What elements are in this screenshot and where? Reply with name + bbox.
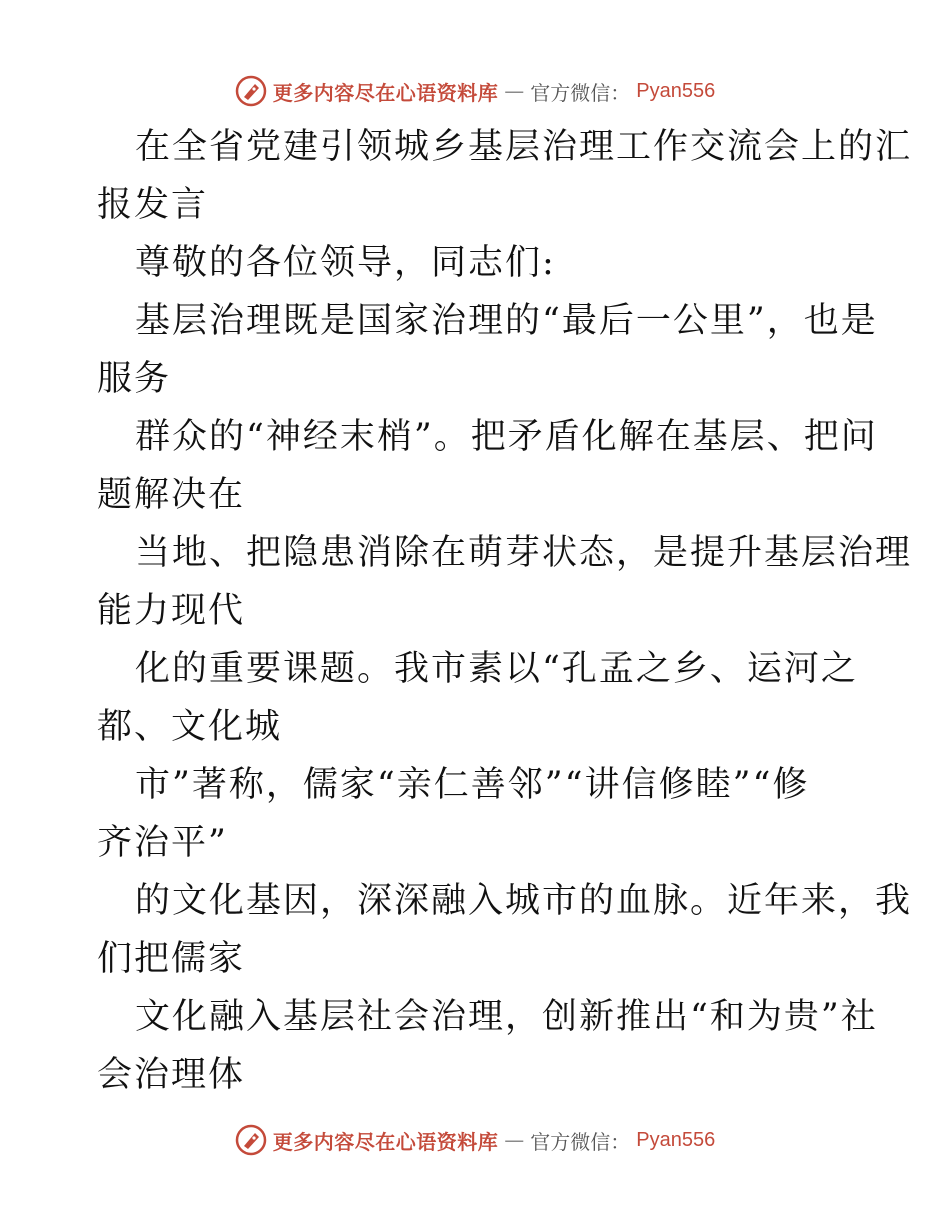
paragraph-line: 当地、把隐患消除在萌芽状态，是提升基层治理 (135, 533, 913, 573)
watermark-separator: — (504, 1128, 525, 1152)
watermark-separator: — (504, 79, 525, 103)
paragraph-line: 群众的“神经末梢”。把矛盾化解在基层、把问 (135, 417, 878, 457)
title-line-2: 报发言 (97, 185, 209, 225)
title-line-1: 在全省党建引领城乡基层治理工作交流会上的汇 (135, 127, 913, 167)
paragraph-line: 会治理体 (97, 1055, 246, 1095)
salutation-line: 尊敬的各位领导，同志们: (135, 243, 556, 283)
watermark-header (0, 71, 950, 111)
watermark-wechat-id: Pyan556 (636, 79, 716, 102)
watermark-brand-text: 更多内容尽在心语资料库 (272, 80, 499, 105)
watermark-wechat-id: Pyan556 (636, 1128, 716, 1151)
paragraph-line: 服务 (97, 359, 172, 399)
paragraph-line: 们把儒家 (97, 939, 246, 979)
paragraph-line: 基层治理既是国家治理的“最后一公里”，也是 (135, 301, 878, 341)
paragraph-line: 化的重要课题。我市素以“孔孟之乡、运河之 (135, 649, 858, 689)
paragraph-line: 市”著称，儒家“亲仁善邻”“讲信修睦”“修 (135, 765, 810, 805)
paragraph-line: 能力现代 (97, 591, 246, 631)
paragraph-line: 题解决在 (97, 475, 246, 515)
document-body (97, 118, 913, 1104)
watermark-official-label: 官方微信： (530, 80, 631, 105)
paragraph-line: 的文化基因，深深融入城市的血脉。近年来，我 (135, 881, 913, 921)
paragraph-line: 齐治平” (97, 823, 228, 863)
pen-nib-logo-icon (235, 75, 267, 107)
watermark-official-label: 官方微信： (530, 1129, 631, 1154)
watermark-footer (0, 1120, 950, 1160)
paragraph-line: 都、文化城 (97, 707, 283, 747)
paragraph-line: 文化融入基层社会治理，创新推出“和为贵”社 (135, 997, 878, 1037)
watermark-brand-text: 更多内容尽在心语资料库 (272, 1129, 499, 1154)
pen-nib-logo-icon (235, 1124, 267, 1156)
